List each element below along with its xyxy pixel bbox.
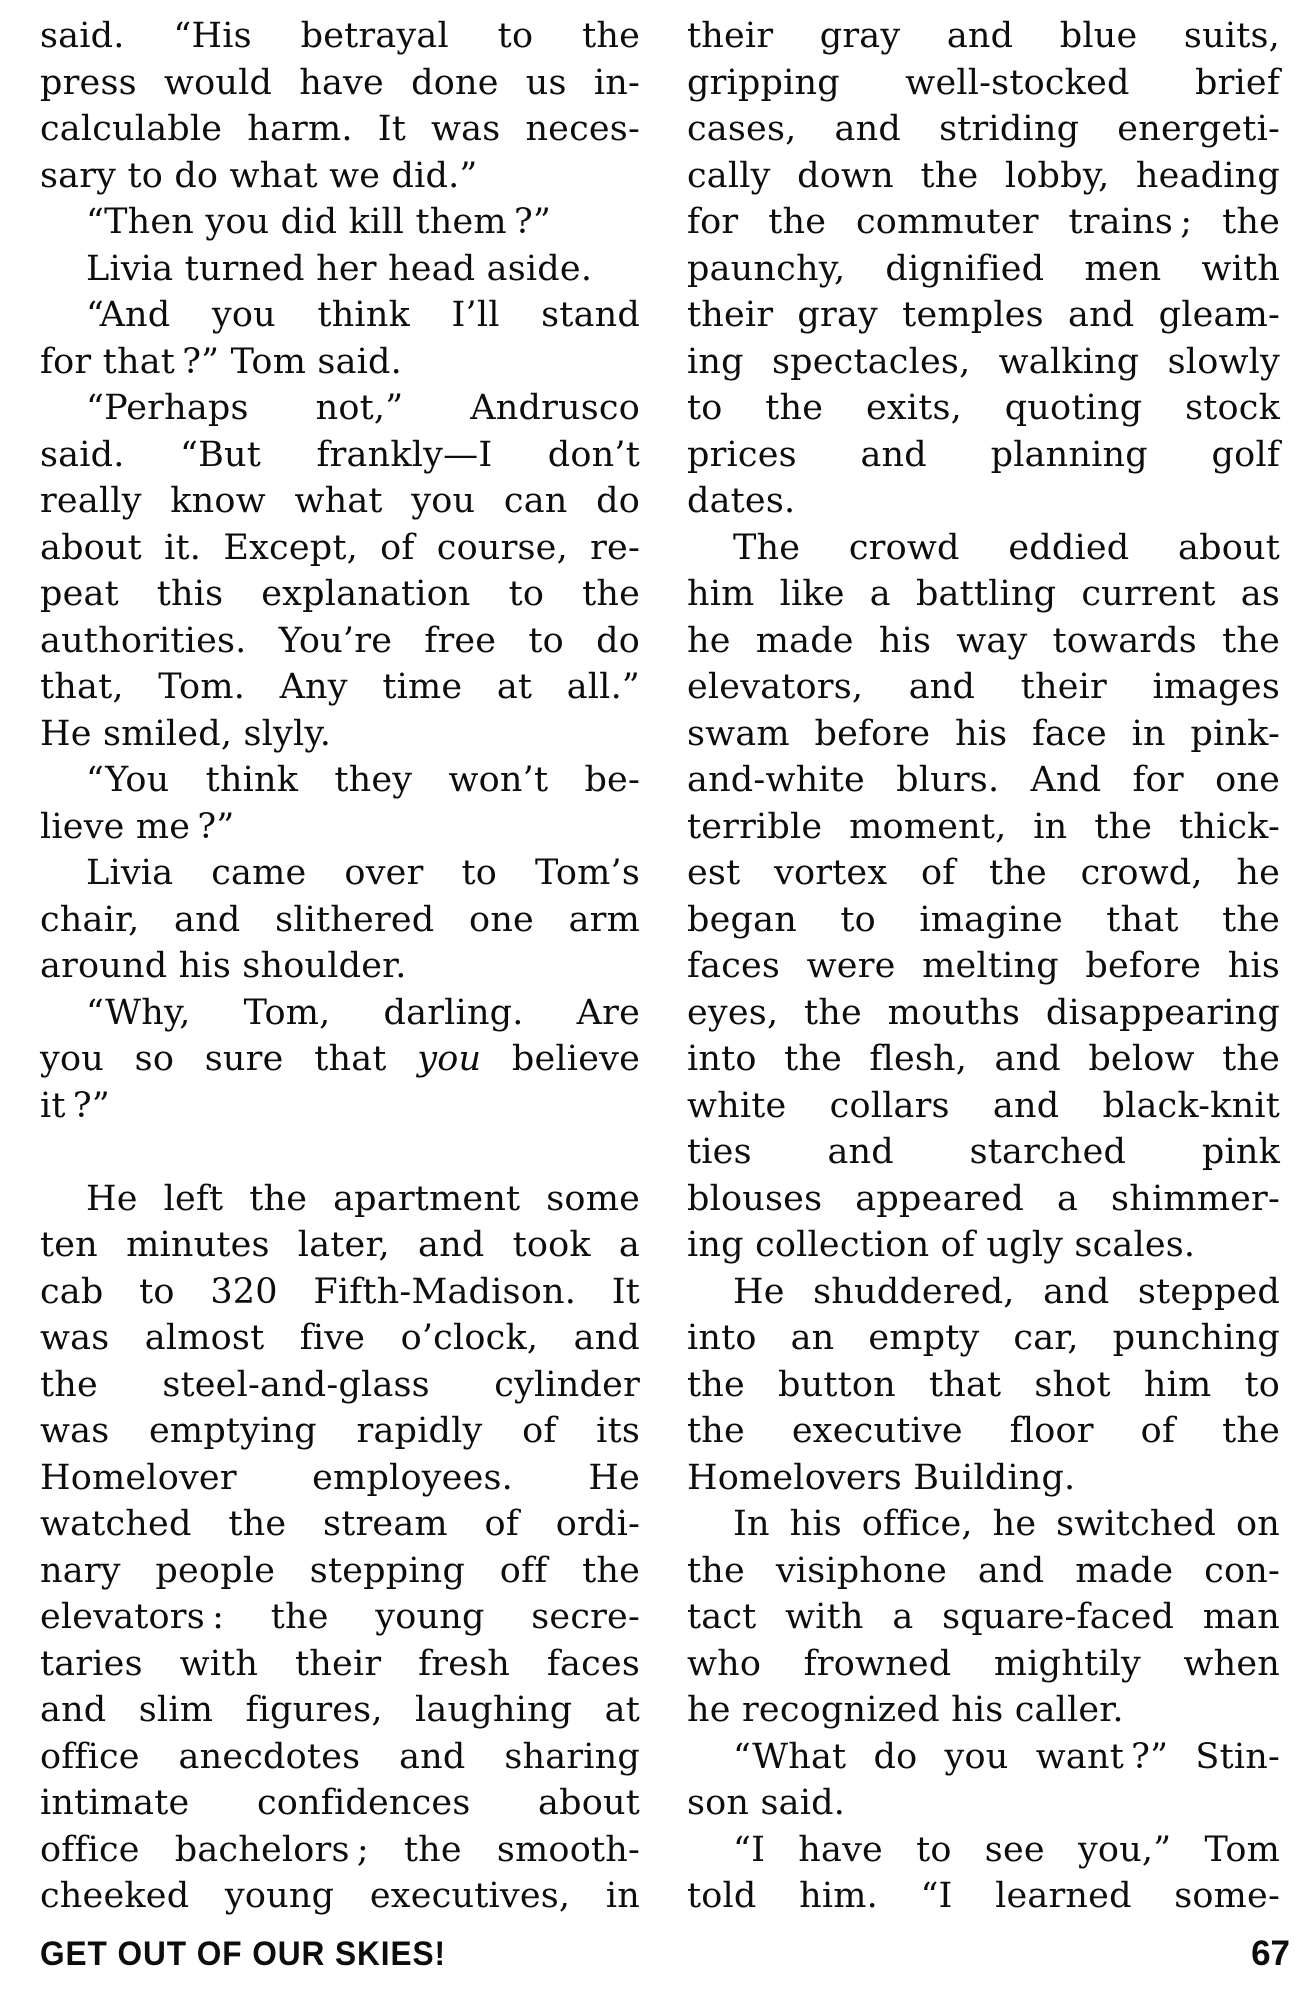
text-line: eyes, the mouths disappearing — [687, 992, 1280, 1033]
text-line: really know what you can do — [40, 481, 640, 521]
text-line: tact with a square-faced man — [687, 1597, 1280, 1637]
text-line: He left the apartment some — [86, 1178, 640, 1219]
text-line: chair, and slithered one arm — [40, 899, 640, 940]
text-columns — [40, 13, 1280, 1920]
text-line: office bachelors ; the smooth- — [40, 1829, 640, 1870]
text-line: peat this explanation to the — [40, 574, 640, 614]
text-line: to the exits, quoting stock — [687, 388, 1280, 428]
text-line: Livia turned her head aside. — [86, 248, 593, 289]
text-line: press would have done us in- — [40, 62, 640, 103]
text-line: for the commuter trains ; the — [687, 202, 1280, 242]
text-line: elevators, and their images — [687, 667, 1280, 707]
text-line: sary to do what we did.” — [40, 155, 478, 196]
text-line: “And you think I’ll stand — [86, 295, 640, 335]
text-line: calculable harm. It was neces- — [40, 109, 640, 149]
text-line: the button that shot him to — [687, 1364, 1280, 1405]
page-footer — [40, 1934, 1290, 1974]
text-line: and-white blurs. And for one — [687, 760, 1280, 800]
text-line: nary people stepping off the — [40, 1550, 640, 1591]
text-line: was almost five o’clock, and — [40, 1318, 640, 1358]
italic-word: you — [417, 1039, 482, 1079]
text-line: into an empty car, punching — [687, 1318, 1280, 1358]
text-line: watched the stream of ordi- — [40, 1504, 640, 1544]
text-line: He smiled, slyly. — [40, 713, 332, 754]
text-line: The crowd eddied about — [733, 527, 1280, 568]
text-line: the steel-and-glass cylinder — [40, 1364, 640, 1405]
text-line: paunchy, dignified men with — [687, 248, 1280, 289]
text-line: it ?” — [40, 1085, 110, 1126]
text-line: him like a battling current as — [687, 574, 1280, 614]
text-line: “Perhaps not,” Andrusco — [86, 388, 640, 428]
left-column — [40, 13, 640, 1920]
text-line: Livia came over to Tom’s — [86, 853, 640, 893]
text-line: who frowned mightily when — [687, 1643, 1280, 1684]
text-line: blouses appeared a shimmer- — [687, 1178, 1280, 1219]
text-line: authorities. You’re free to do — [40, 620, 640, 661]
text-line: faces were melting before his — [687, 946, 1280, 986]
text-line: cally down the lobby, heading — [687, 155, 1280, 196]
text-segment: believe — [481, 1039, 640, 1079]
text-line: ing spectacles, walking slowly — [687, 341, 1280, 382]
text-line: told him. “I learned some- — [687, 1876, 1280, 1916]
text-line: he made his way towards the — [687, 620, 1280, 661]
text-line: gripping well-stocked brief — [687, 62, 1280, 103]
text-line: he recognized his caller. — [687, 1690, 1124, 1730]
text-line: son said. — [687, 1783, 846, 1823]
text-line: prices and planning golf — [687, 434, 1280, 475]
text-line: “I have to see you,” Tom — [733, 1829, 1280, 1870]
text-line: their gray temples and gleam- — [687, 295, 1280, 335]
text-line: their gray and blue suits, — [687, 16, 1280, 56]
text-line: “Why, Tom, darling. Are — [86, 992, 640, 1033]
text-line: est vortex of the crowd, he — [687, 853, 1280, 893]
text-line: that, Tom. Any time at all.” — [40, 667, 640, 707]
text-line: terrible moment, in the thick- — [687, 806, 1280, 847]
text-line: swam before his face in pink- — [687, 713, 1280, 754]
text-line: for that ?” Tom said. — [40, 341, 402, 382]
text-line: began to imagine that the — [687, 899, 1280, 940]
text-line: ing collection of ugly scales. — [687, 1225, 1196, 1265]
text-line: said. “But frankly—I don’t — [40, 434, 640, 475]
text-line: was emptying rapidly of its — [40, 1411, 640, 1451]
text-line: Homelovers Building. — [687, 1457, 1076, 1498]
text-line: the executive floor of the — [687, 1411, 1280, 1451]
text-line: ten minutes later, and took a — [40, 1225, 640, 1265]
text-line: cheeked young executives, in — [40, 1876, 640, 1916]
text-line: said. “His betrayal to the — [40, 16, 640, 56]
text-segment: you so sure that — [40, 1039, 418, 1079]
text-line: cases, and striding energeti- — [687, 109, 1280, 149]
text-line: into the flesh, and below the — [687, 1039, 1280, 1079]
text-line — [40, 1036, 640, 1083]
section-break — [40, 1129, 640, 1176]
text-line: lieve me ?” — [40, 806, 235, 847]
right-column — [687, 13, 1280, 1920]
text-line: ties and starched pink — [687, 1132, 1280, 1172]
text-line: and slim figures, laughing at — [40, 1690, 640, 1730]
text-line: intimate confidences about — [40, 1783, 640, 1823]
text-line: “What do you want ?” Stin- — [733, 1736, 1280, 1777]
text-line: “Then you did kill them ?” — [86, 202, 552, 242]
text-line: around his shoulder. — [40, 946, 407, 986]
text-line: In his office, he switched on — [733, 1504, 1280, 1544]
text-line: cab to 320 Fifth-Madison. It — [40, 1271, 640, 1312]
page-number: 67 — [1251, 1934, 1290, 1973]
text-line: white collars and black-knit — [687, 1085, 1280, 1126]
text-line: “You think they won’t be- — [86, 760, 640, 800]
text-line: office anecdotes and sharing — [40, 1736, 640, 1777]
text-line: He shuddered, and stepped — [733, 1271, 1280, 1312]
text-line: dates. — [687, 481, 796, 521]
running-title: GET OUT OF OUR SKIES! — [40, 1935, 447, 1973]
text-line: about it. Except, of course, re- — [40, 527, 640, 568]
text-line: the visiphone and made con- — [687, 1550, 1280, 1591]
text-line: taries with their fresh faces — [40, 1643, 640, 1684]
text-line: elevators : the young secre- — [40, 1597, 640, 1637]
text-line: Homelover employees. He — [40, 1457, 640, 1498]
